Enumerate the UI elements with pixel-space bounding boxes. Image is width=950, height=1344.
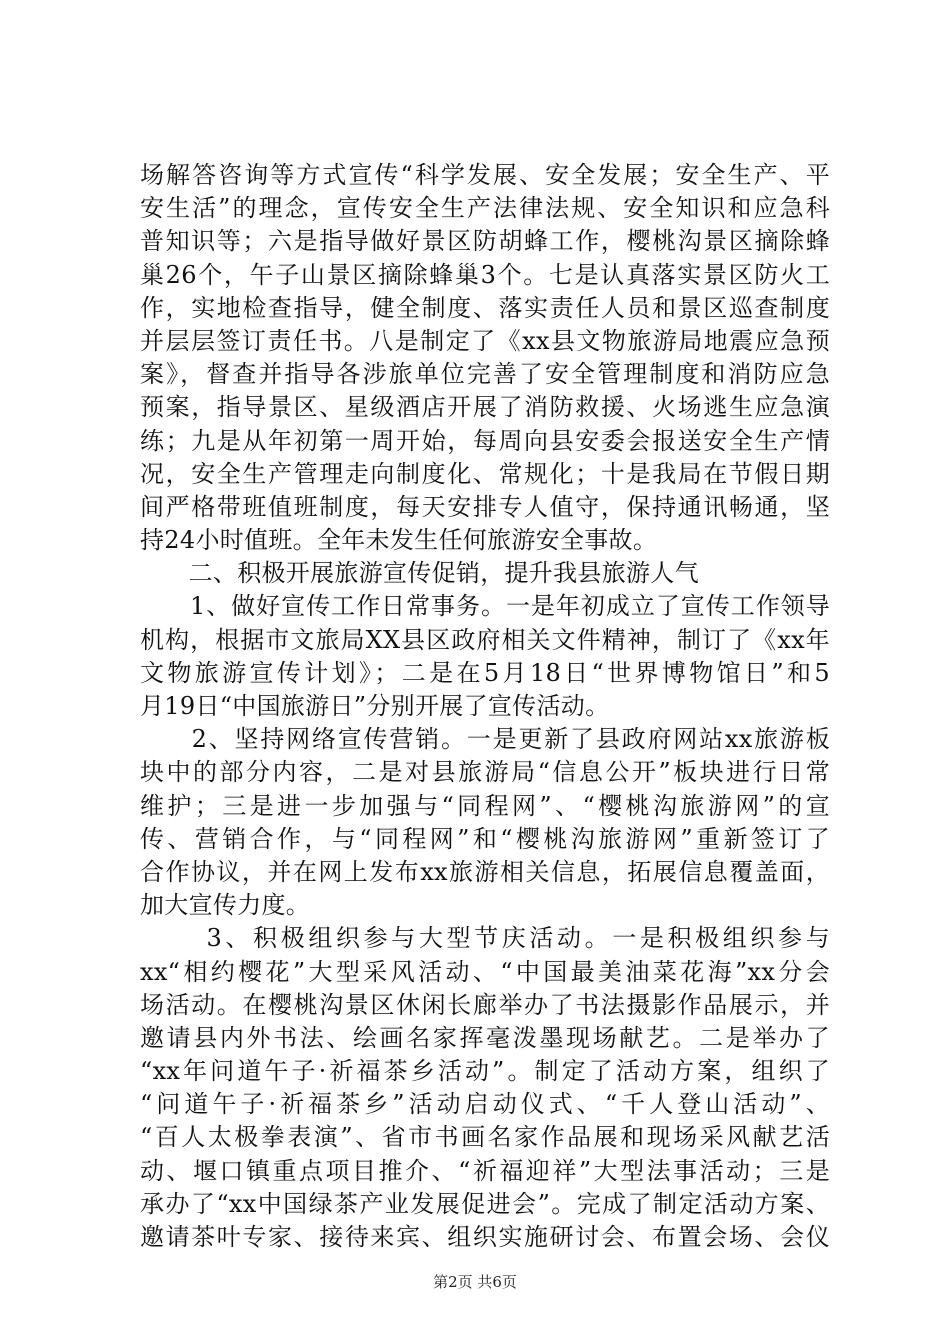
text-line: 机构，根据市文旅局XX县区政府相关文件精神，制订了《xx年 [140, 625, 830, 654]
text-line: 况，安全生产管理走向制度化、常规化；十是我局在节假日期 [140, 459, 830, 488]
text-line: 月19日“中国旅游日”分别开展了宣传活动。 [140, 692, 610, 720]
text-line: 并层层签订责任书。八是制定了《xx县文物旅游局地震应急预 [140, 326, 830, 355]
text-line: 3、积极组织参与大型节庆活动。一是积极组织参与 [140, 924, 830, 953]
text-line: 场解答咨询等方式宣传“科学发展、安全发展；安全生产、平 [140, 161, 830, 189]
text-line: 练；九是从年初第一周开始，每周向县安委会报送安全生产情 [140, 426, 830, 455]
text-line: “百人太极拳表演”、省市书画名家作品展和现场采风献艺活 [140, 1123, 830, 1152]
text-line: 二、积极开展旅游宣传促销，提升我县旅游人气 [140, 559, 699, 588]
text-line: 邀请茶叶专家、接待来宾、组织实施研讨会、布置会场、会仪 [140, 1223, 830, 1251]
text-line: 预案，指导景区、星级酒店开展了消防救援、火场逃生应急演 [140, 393, 830, 422]
text-line: 持24小时值班。全年未发生任何旅游安全事故。 [140, 526, 658, 555]
text-line: 文物旅游宣传计划》；二是在5月18日“世界博物馆日”和5 [140, 658, 830, 687]
text-line: 承办了“xx中国绿茶产业发展促进会”。完成了制定活动方案、 [140, 1189, 830, 1218]
text-line: 间严格带班值班制度，每天安排专人值守，保持通讯畅通，坚 [140, 492, 830, 521]
text-line: 维护；三是进一步加强与“同程网”、“樱桃沟旅游网”的宣 [140, 791, 830, 820]
text-line: xx“相约樱花”大型采风活动、“中国最美油菜花海”xx分会 [140, 957, 830, 986]
text-line: 合作协议，并在网上发布xx旅游相关信息，拓展信息覆盖面， [140, 857, 830, 886]
text-line: 普知识等；六是指导做好景区防胡蜂工作，樱桃沟景区摘除蜂 [140, 227, 830, 256]
text-line: 块中的部分内容，二是对县旅游局“信息公开”板块进行日常 [140, 758, 830, 787]
text-line: 巢26个，午子山景区摘除蜂巢3个。七是认真落实景区防火工 [140, 260, 830, 289]
document-body [140, 159, 830, 1254]
text-line: 案》，督查并指导各涉旅单位完善了安全管理制度和消防应急 [140, 360, 830, 389]
text-line: “问道午子·祈福茶乡”活动启动仪式、“千人登山活动”、 [140, 1090, 830, 1119]
text-line: 传、营销合作，与“同程网”和“樱桃沟旅游网”重新签订了 [140, 824, 830, 853]
text-line: 加大宣传力度。 [140, 891, 311, 920]
text-line: 场活动。在樱桃沟景区休闲长廊举办了书法摄影作品展示，并 [140, 990, 830, 1019]
text-line: 2、坚持网络宣传营销。一是更新了县政府网站xx旅游板 [140, 725, 830, 754]
text-line: 动、堰口镇重点项目推介、“祈福迎祥”大型法事活动；三是 [140, 1156, 830, 1185]
text-line: 安生活”的理念，宣传安全生产法律法规、安全知识和应急科 [140, 194, 830, 223]
text-line: “xx年问道午子·祈福茶乡活动”。制定了活动方案，组织了 [140, 1057, 830, 1086]
text-line: 邀请县内外书法、绘画名家挥毫泼墨现场献艺。二是举办了 [140, 1023, 830, 1052]
text-line: 作，实地检查指导，健全制度、落实责任人员和景区巡查制度 [140, 293, 830, 322]
page-footer: 第2页 共6页 [433, 1273, 517, 1291]
text-line: 1、做好宣传工作日常事务。一是年初成立了宣传工作领导 [140, 592, 830, 621]
